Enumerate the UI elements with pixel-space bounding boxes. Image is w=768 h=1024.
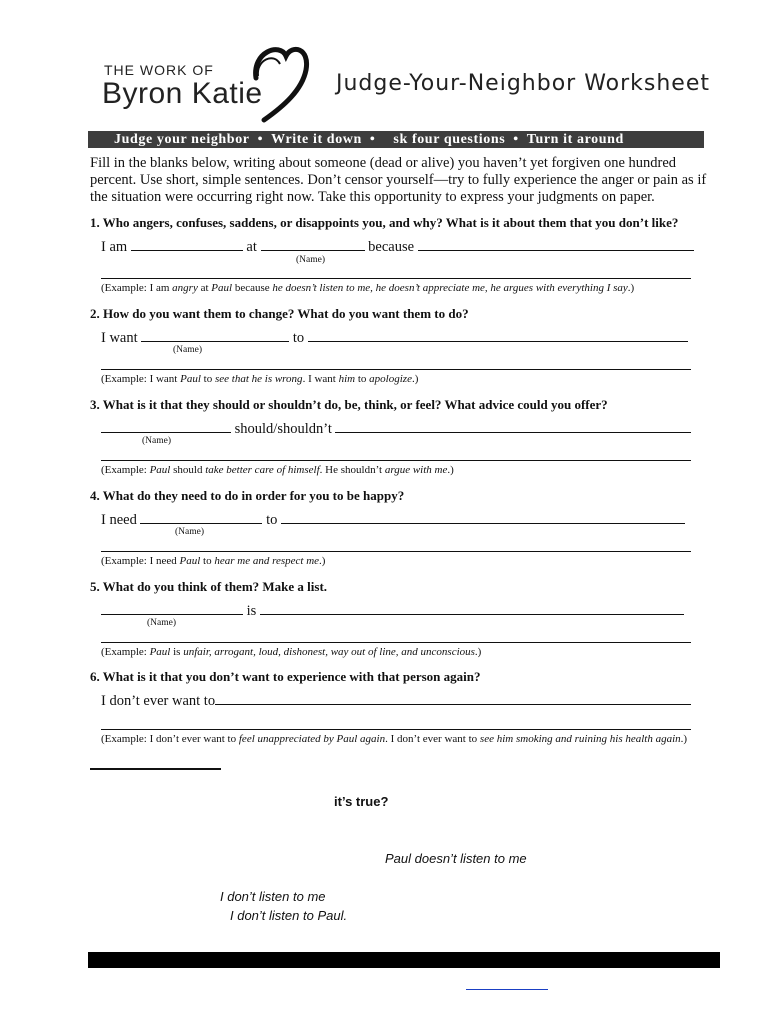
example-italic: him bbox=[338, 373, 356, 385]
q2-word-i-want: I want bbox=[101, 330, 138, 346]
example-text: . He shouldn’t bbox=[319, 464, 385, 476]
example-italic: he doesn’t listen to me, he doesn’t appreciate me, he argues with everything I say bbox=[272, 282, 628, 294]
banner-step-4: Turn it around bbox=[526, 132, 624, 147]
example-text: at bbox=[197, 282, 212, 294]
example-text: to bbox=[355, 373, 370, 385]
question-5: 5. What do you think of them? Make a list. bbox=[90, 579, 328, 594]
example-italic: see that he is wrong bbox=[214, 373, 303, 385]
logo-line-1: THE WORK OF bbox=[104, 62, 214, 78]
page-title: Judge-Your-Neighbor Worksheet bbox=[336, 71, 711, 96]
q2-extra-line[interactable] bbox=[101, 369, 691, 370]
q4-word-to: to bbox=[266, 512, 278, 528]
example-italic: see him smoking and ruining his health again bbox=[479, 733, 681, 745]
example-text: .) bbox=[627, 282, 635, 294]
example-text: (Example: I want bbox=[101, 373, 181, 385]
example-italic: Paul bbox=[211, 282, 233, 294]
example-italic: Paul bbox=[179, 555, 201, 567]
question-6: 6. What is it that you don’t want to experience with that person again? bbox=[90, 669, 481, 684]
q4-blank-name[interactable] bbox=[140, 509, 262, 524]
example-italic: hear me and respect me bbox=[214, 555, 320, 567]
q2-example bbox=[101, 373, 418, 385]
q6-blank-experience[interactable] bbox=[215, 690, 691, 705]
banner-bullet-2: • bbox=[369, 132, 376, 147]
q1-example bbox=[101, 282, 634, 294]
banner-step-3: sk four questions bbox=[393, 132, 506, 147]
example-text: (Example: I don’t ever want to bbox=[101, 733, 239, 745]
q1-blank-feeling[interactable] bbox=[131, 236, 243, 251]
banner-bullet-1: • bbox=[257, 132, 264, 147]
answer-line-5 bbox=[101, 600, 684, 620]
example-text: . I want bbox=[302, 373, 339, 385]
fragment-paul: Paul doesn’t listen to me bbox=[385, 851, 527, 866]
intro-paragraph: Fill in the blanks below, writing about someone (dead or alive) you haven’t yet forgiven one hundred percent. Use short, simple sentences. Don’t censor yourself—try to fully experience the anger or pain as if the situation were occurring right now. Take this opportunity to express your judgments on paper. bbox=[90, 155, 707, 205]
footer-bar bbox=[88, 952, 720, 968]
q4-extra-line[interactable] bbox=[101, 551, 691, 552]
q3-name-hint: (Name) bbox=[142, 436, 172, 446]
example-italic: Paul bbox=[149, 464, 171, 476]
example-text: to bbox=[200, 373, 215, 385]
q5-example bbox=[101, 646, 481, 658]
example-text: should bbox=[170, 464, 206, 476]
q1-blank-reason[interactable] bbox=[418, 236, 694, 251]
example-text: (Example: bbox=[101, 464, 150, 476]
example-italic: unfair, arrogant, loud, dishonest, way out of line, and unconscious bbox=[183, 646, 475, 658]
banner-step-1: Judge your neighbor bbox=[114, 132, 250, 147]
q5-blank-list[interactable] bbox=[260, 600, 684, 615]
question-4: 4. What do they need to do in order for you to be happy? bbox=[90, 488, 405, 503]
q1-blank-name[interactable] bbox=[261, 236, 365, 251]
q4-example bbox=[101, 555, 325, 567]
q1-extra-line[interactable] bbox=[101, 278, 691, 279]
divider-rule bbox=[90, 768, 221, 770]
q2-blank-change[interactable] bbox=[308, 327, 688, 342]
q6-example bbox=[101, 733, 687, 745]
answer-line-4 bbox=[101, 509, 685, 529]
q5-name-hint: (Name) bbox=[147, 618, 177, 628]
example-italic: feel unappreciated by Paul again bbox=[238, 733, 386, 745]
example-italic: take better care of himself bbox=[205, 464, 320, 476]
answer-line-2 bbox=[101, 327, 688, 347]
example-text: .) bbox=[447, 464, 454, 476]
q2-blank-name[interactable] bbox=[141, 327, 289, 342]
fragment-turnaround-2: I don’t listen to Paul. bbox=[230, 908, 348, 923]
q4-name-hint: (Name) bbox=[175, 527, 205, 537]
q2-name-hint: (Name) bbox=[173, 345, 203, 355]
q3-extra-line[interactable] bbox=[101, 460, 691, 461]
q4-word-i-need: I need bbox=[101, 512, 137, 528]
example-text: (Example: I am bbox=[101, 282, 173, 294]
q3-word-should: should/shouldn’t bbox=[234, 421, 332, 437]
example-italic: argue with me bbox=[384, 464, 448, 476]
example-italic: Paul bbox=[180, 373, 201, 385]
example-italic: apologize bbox=[369, 373, 412, 385]
example-italic: angry bbox=[172, 282, 198, 294]
q1-word-because: because bbox=[368, 239, 415, 255]
q1-word-i-am: I am bbox=[101, 239, 128, 255]
example-text: (Example: I need bbox=[101, 555, 180, 567]
fragment-turnaround-1: I don’t listen to me bbox=[220, 889, 326, 904]
example-text: . I don’t ever want to bbox=[385, 733, 480, 745]
fragment-its-true: it’s true? bbox=[334, 794, 389, 809]
q5-word-is: is bbox=[246, 603, 257, 619]
q6-extra-line[interactable] bbox=[101, 729, 691, 730]
q5-blank-name[interactable] bbox=[101, 600, 243, 615]
example-text: .) bbox=[319, 555, 326, 567]
example-text: to bbox=[200, 555, 215, 567]
example-text: .) bbox=[680, 733, 688, 745]
banner-step-2: Write it down bbox=[271, 132, 362, 147]
q4-blank-need[interactable] bbox=[281, 509, 685, 524]
answer-line-1 bbox=[101, 236, 694, 256]
steps-banner bbox=[88, 131, 704, 148]
question-1: 1. Who angers, confuses, saddens, or disappoints you, and why? What is it about them that you don’t like? bbox=[90, 215, 679, 230]
question-2: 2. How do you want them to change? What do you want them to do? bbox=[90, 306, 469, 321]
example-text: (Example: bbox=[101, 646, 150, 658]
q2-word-to: to bbox=[292, 330, 305, 346]
banner-bullet-3: • bbox=[513, 132, 519, 147]
logo-line-2: Byron Katie bbox=[102, 77, 263, 110]
q1-name-hint: (Name) bbox=[296, 255, 326, 265]
example-text: because bbox=[232, 282, 273, 294]
example-text: .) bbox=[474, 646, 482, 658]
example-text: is bbox=[170, 646, 184, 658]
example-text: .) bbox=[411, 373, 419, 385]
q3-blank-advice[interactable] bbox=[335, 418, 691, 433]
q1-word-at: at bbox=[246, 239, 257, 255]
question-3: 3. What is it that they should or shouldn’t do, be, think, or feel? What advice could you offer? bbox=[90, 397, 608, 412]
footer-link[interactable] bbox=[466, 989, 548, 990]
heart-logo-icon bbox=[228, 38, 314, 124]
q3-blank-name[interactable] bbox=[101, 418, 231, 433]
example-italic: Paul bbox=[149, 646, 171, 658]
answer-line-3 bbox=[101, 418, 691, 438]
q5-extra-line[interactable] bbox=[101, 642, 691, 643]
q6-word-dont-want: I don’t ever want to bbox=[101, 693, 216, 709]
answer-line-6 bbox=[101, 690, 691, 710]
q3-example bbox=[101, 464, 454, 476]
